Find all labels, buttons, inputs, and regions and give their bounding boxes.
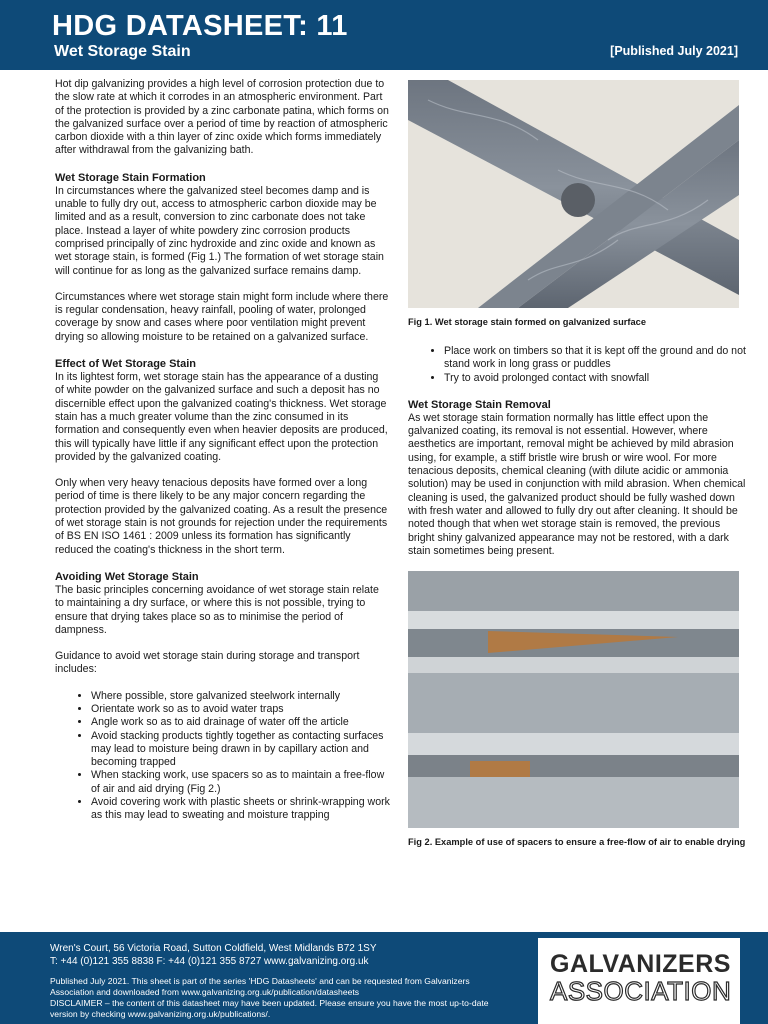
list-item: • Angle work so as to aid drainage of water off the article xyxy=(91,716,390,729)
intro-paragraph: Hot dip galvanizing provides a high level of corrosion protection due to the slow rate at which it corrodes in an atmospheric environment. Part of the protection is provided by a zinc carbonate patina, which forms on the galvanized surface over a period of time by reaction of atmospheric carbon dioxide with a thin layer of zinc oxide which forms immediately after withdrawal from the galvanizing bath. xyxy=(55,78,389,157)
right-column xyxy=(408,80,748,865)
list-item: • Try to avoid prolonged contact with snowfall xyxy=(444,372,748,385)
formation-paragraph-1: In circumstances where the galvanized steel becomes damp and is unable to fully dry out, access to atmospheric carbon dioxide may be limited and as a result, conversion to zinc carbonate does not take place. Instead a layer of white powdery zinc corrosion products comprised principally of zinc hydroxide and zinc oxide and known as wet storage stain, is formed (Fig 1.) The formation of wet storage stain will continue for as long as the galvanized surface remains damp. xyxy=(55,184,384,277)
footer-address-block xyxy=(50,942,377,968)
logo-text-line-1: GALVANIZERS xyxy=(550,950,731,978)
wet-storage-stain-image xyxy=(408,80,739,308)
list-item: • Place work on timbers so that it is kept off the ground and do not stand work in long grass or puddles xyxy=(444,345,748,372)
list-item: • When stacking work, use spacers so as to maintain a free-flow of air and aid drying (Fig 2.) xyxy=(91,769,390,796)
spacers-image xyxy=(408,571,739,828)
guidance-list xyxy=(55,690,390,823)
list-item: • Where possible, store galvanized steelwork internally xyxy=(91,690,390,703)
header-banner xyxy=(0,0,768,70)
fig2-caption: Fig 2. Example of use of spacers to ensure a free-flow of air to enable drying xyxy=(408,837,746,848)
removal-paragraph: As wet storage stain formation normally has little effect upon the galvanized coating, its removal is not essential. However, where aesthetics are important, removal might be achieved by mild abrasion using, for example, a stiff bristle wire brush or wire wool. For more tenacious deposits, chemical cleaning (with dilute acidic or ammonia solution) may be used in conjunction with mild abrasion. When chemical cleaning is used, the galvanized product should be fully washed down with fresh water and allowed to fully dry out after cleaning. It should be noted though that when wet storage stain is removed, the previous bright shiny galvanized appearance may not be restored, with a dark stain sometimes being present. xyxy=(408,411,746,557)
left-column xyxy=(55,78,390,823)
list-item: • Orientate work so as to avoid water traps xyxy=(91,703,390,716)
effect-heading: Effect of Wet Storage Stain xyxy=(55,358,196,371)
datasheet-title: HDG DATASHEET: 11 xyxy=(52,10,348,42)
avoid-paragraph-2: Guidance to avoid wet storage stain during storage and transport includes: xyxy=(55,650,360,676)
formation-paragraph-2: Circumstances where wet storage stain might form include where there is regular condensation, heavy rainfall, pooling of water, prolonged coverage by snow and cases where poor ventilation might prevent drying so allowing moisture to be retained on a galvanized surface. xyxy=(55,290,389,343)
fig1-photo xyxy=(408,80,739,308)
fig2-photo xyxy=(408,571,739,828)
published-date: [Published July 2021] xyxy=(610,44,738,58)
list-item: • Avoid stacking products tightly together as contacting surfaces may lead to moisture being drawn in by capillary action and becoming trapped xyxy=(91,730,390,770)
effect-paragraph-2: Only when very heavy tenacious deposits have formed over a long period of time is there likely to be any major concern regarding the protection provided by the galvanized coating. As a result the presence of wet storage stain is not grounds for rejection under the requirements of BS EN ISO 1461 : 2009 unless its formation has significantly reduced the coating's thickness in the short term. xyxy=(55,477,388,556)
removal-heading: Wet Storage Stain Removal xyxy=(408,398,551,411)
effect-paragraph-1: In its lightest form, wet storage stain has the appearance of a dusting of white powder on the galvanized surface and such a deposit has no discernible effect upon the galvanized coating's thickness. Wet storage stain has a much greater volume than the zinc consumed in its formation and consequently even when heavier deposits are produced, this will typically have little if any significant effect upon the protection provided by the galvanized coating. xyxy=(55,371,388,463)
contact-details: T: +44 (0)121 355 8838 F: +44 (0)121 355 8727 www.galvanizing.org.uk xyxy=(50,956,369,967)
galvanizers-association-logo xyxy=(538,938,740,1024)
datasheet-subtitle: Wet Storage Stain xyxy=(54,43,191,60)
right-guidance-list xyxy=(408,345,748,385)
logo-text-line-2: ASSOCIATION xyxy=(550,976,732,1006)
published-note: Published July 2021. This sheet is part of the series 'HDG Datasheets' and can be requested from Galvanizers Association and downloaded from www.galvanizing.org.uk/publication/datasheets xyxy=(50,976,470,997)
footer-notes xyxy=(50,976,510,1020)
fig1-caption: Fig 1. Wet storage stain formed on galvanized surface xyxy=(408,317,646,327)
disclaimer: DISCLAIMER – the content of this datasheet may have been updated. Please ensure you have the most up-to-date version by checking www.galvanizing.org.uk/publications/. xyxy=(50,998,489,1019)
avoid-paragraph-1: The basic principles concerning avoidance of wet storage stain relate to maintaining a dry surface, or where this is not possible, trying to ensure that drying takes place so as to minimise the period of dampness. xyxy=(55,583,379,636)
formation-heading: Wet Storage Stain Formation xyxy=(55,171,206,184)
address: Wren's Court, 56 Victoria Road, Sutton Coldfield, West Midlands B72 1SY xyxy=(50,943,377,954)
list-item: • Avoid covering work with plastic sheets or shrink-wrapping work as this may lead to sweating and moisture trapping xyxy=(91,796,390,823)
avoid-heading: Avoiding Wet Storage Stain xyxy=(55,570,199,583)
